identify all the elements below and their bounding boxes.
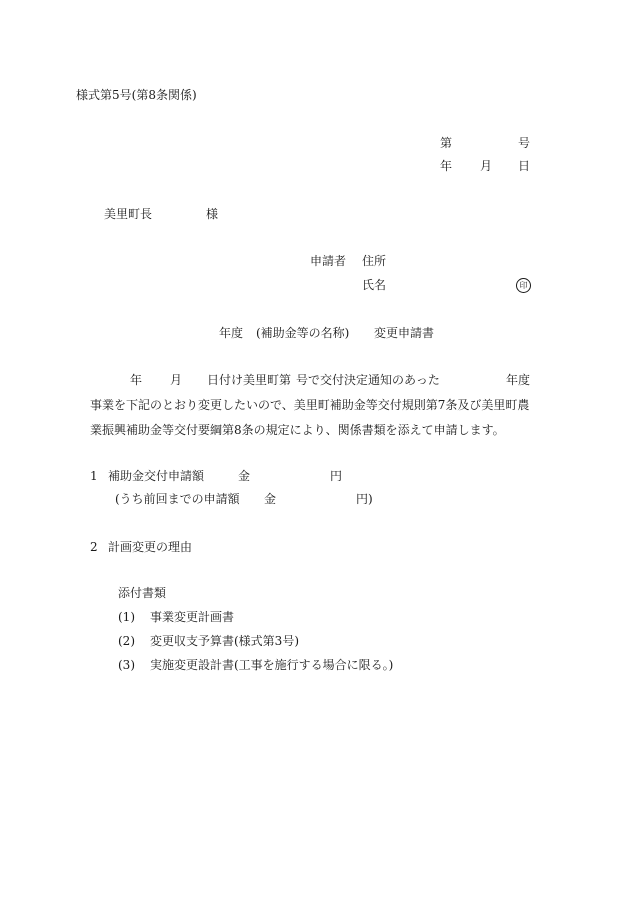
attachment-text: 実施変更設計書(工事を施行する場合に限る。) (150, 658, 394, 672)
seal-icon: 印 (516, 278, 531, 293)
attachment-text: 事業変更計画書 (150, 610, 235, 624)
item1-sub-unit: 円) (356, 492, 373, 506)
item2-label: 計画変更の理由 (108, 540, 193, 554)
body-line1-year: 年 (130, 373, 143, 387)
applicant-label: 申請者 (310, 254, 347, 268)
addressee-honorific: 様 (206, 207, 219, 221)
applicant-name-label: 氏名 (362, 278, 387, 292)
item1-label: 補助金交付申請額 (108, 469, 205, 483)
item1-number: 1 (90, 469, 98, 483)
attachments-heading: 添付書類 (118, 586, 167, 600)
attachment-number: (2) (118, 634, 135, 648)
date-month: 月 (480, 159, 493, 173)
number-suffix: 号 (518, 136, 531, 150)
attachment-number: (3) (118, 658, 135, 672)
body-line1-number: 号で交付決定通知のあった (296, 373, 440, 387)
form-label: 様式第5号(第8条関係) (76, 88, 197, 102)
number-prefix: 第 (440, 136, 453, 150)
title-year: 年度 (219, 326, 244, 340)
date-year: 年 (440, 159, 453, 173)
body-line1-day: 日付け美里町第 (207, 373, 292, 387)
item1-sub-currency: 金 (264, 492, 277, 506)
attachment-text: 変更収支予算書(様式第3号) (150, 634, 299, 648)
item1-sub-label: (うち前回までの申請額 (115, 492, 240, 506)
body-line1-fiscal-year: 年度 (506, 373, 531, 387)
addressee-name: 美里町長 (104, 207, 153, 221)
body-line2: 事業を下記のとおり変更したいので、美里町補助金等交付規則第7条及び美里町農 (90, 398, 530, 412)
body-line3: 業振興補助金等交付要綱第8条の規定により、関係書類を添えて申請します。 (90, 423, 505, 437)
attachment-number: (1) (118, 610, 135, 624)
body-line1-month: 月 (170, 373, 183, 387)
title-subsidy-name: (補助金等の名称) (256, 326, 350, 340)
date-day: 日 (518, 159, 531, 173)
item1-currency: 金 (238, 469, 251, 483)
title-doc-name: 変更申請書 (374, 326, 435, 340)
item1-unit: 円 (330, 469, 343, 483)
applicant-address-label: 住所 (362, 254, 387, 268)
item2-number: 2 (90, 540, 98, 554)
